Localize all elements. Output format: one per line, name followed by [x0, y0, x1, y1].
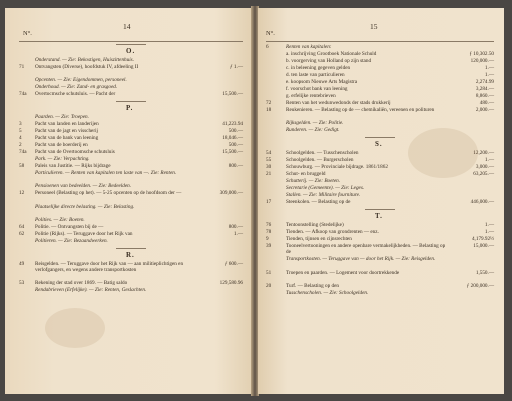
- section-letter: R.: [126, 250, 135, 259]
- section-rule: [116, 44, 146, 45]
- entry-number: 9: [266, 236, 269, 243]
- entry-text: Polities. — Zie: Boeten.: [35, 216, 85, 223]
- page-number: 15: [370, 22, 378, 31]
- entry-amount: 1.—: [484, 157, 494, 164]
- entry-number: 76: [266, 222, 272, 229]
- entry-text: Tienden, tijnsen en cijnsrechten: [286, 236, 352, 243]
- entry-text: Ontvangsten (Diverse), hoofdstuk IV, afdeeling II: [35, 64, 139, 70]
- entry-text: a. inschrijving Grootboek Nationale Schuld: [286, 51, 377, 57]
- entry-amount: 480.—: [479, 100, 494, 106]
- entry-text: Overtocmsche schutsluis. — Pacht der: [35, 91, 116, 98]
- entry-number: 49: [19, 260, 25, 267]
- entry-amount: 120,000.—: [470, 58, 494, 64]
- entry-number: 71: [19, 64, 25, 70]
- entry-text: d. ten laste van particulieren: [286, 72, 345, 78]
- entry-number: 2: [19, 142, 22, 149]
- entry-text: Tentoonstelling (Stedelijke): [286, 222, 344, 229]
- entry-text: Onderhoud. — Zie: Zand- en grasgoed.: [35, 84, 118, 91]
- entry-number: 39: [266, 243, 272, 250]
- section-rule: [116, 101, 146, 102]
- entry-text: Politie (Rijks). — Teruggave door het Rijk van: [35, 230, 133, 237]
- entry-text: Park. — Zie: Verpachting.: [35, 156, 90, 163]
- entry-number: 72: [266, 100, 272, 106]
- entry-amount: 15,000.—: [473, 243, 494, 250]
- entry-text: Renten van het wedunwedonds der stads drukkerij: [286, 100, 391, 106]
- entry-amount: 3,000.—: [475, 164, 494, 171]
- entry-number: 5: [19, 128, 22, 135]
- entry-number: 18: [266, 107, 272, 113]
- entry-number: 62: [19, 230, 25, 237]
- entry-amount: 3,284.—: [475, 86, 494, 92]
- page-number: 14: [123, 22, 131, 31]
- header-rule: [266, 41, 494, 42]
- entry-text: Pensioenen van bedeelden. — Zie: Bedeelden.: [35, 183, 132, 190]
- entry-text: Runderen. — Zie: Gedigt.: [286, 127, 340, 134]
- entry-number: 30: [266, 164, 272, 171]
- entry-number: 74a: [19, 149, 27, 156]
- section-letter: O.: [126, 47, 136, 55]
- entry-text: Paleis van Justitie. — Rijks bijdrage: [35, 163, 111, 170]
- entry-amount: 1.—: [233, 230, 243, 237]
- entry-text: Stallen. — Zie: Militaire fourniture.: [286, 192, 361, 199]
- section-letter: S.: [375, 140, 383, 149]
- entry-amount: 12,200.—: [473, 150, 494, 157]
- entry-number: 54: [266, 150, 272, 157]
- entry-text: Onderstand. — Zie: Bekostigen, Huiszittenhuis.: [35, 57, 134, 63]
- entry-number: 74a: [19, 91, 27, 98]
- entry-amount: 41,223.94: [222, 121, 243, 128]
- entry-amount: 1.—: [484, 72, 494, 78]
- entry-number: 78: [266, 229, 272, 236]
- entry-text: Rendabrieven (Erfelijke). — Zie: Renten, Geslachten.: [35, 287, 147, 294]
- section-letter: T.: [375, 212, 383, 221]
- right-page: [258, 8, 504, 394]
- number-column-label: N°.: [266, 30, 275, 37]
- entry-text: Particulieren. — Renten van kapitalen ten laste van —. Zie: Renten.: [35, 170, 177, 177]
- entry-number: 51: [266, 269, 272, 276]
- number-column-label: N°.: [23, 30, 32, 37]
- entry-number: 3: [19, 121, 22, 128]
- entry-number: 64: [19, 223, 25, 230]
- entry-text: Steenkolen. — Belasting op de: [286, 199, 351, 206]
- entry-text: Pacht van de Overtoomsche schutsluis: [35, 149, 115, 156]
- entry-text: Pacht van de boerderij en: [35, 142, 88, 149]
- entry-amount: 1.—: [484, 222, 494, 229]
- entry-amount: 15,500.—: [222, 91, 243, 98]
- entry-number: 21: [266, 171, 272, 178]
- entry-text: Paarden. — Zie: Troepen.: [35, 114, 89, 121]
- entry-amount: 800.—: [228, 163, 243, 170]
- entry-text: Plaatselijke directe belasting. — Zie: Belasting.: [35, 203, 135, 210]
- entry-text: Troepen en paarden. — Logement voor doortrekkende: [286, 269, 400, 276]
- entry-text: b. voorgerving van Holland op zijn stand: [286, 58, 372, 64]
- entry-text: Schoolgelden. — Burgerscholen: [286, 157, 354, 164]
- entry-amount: 1,550.—: [475, 269, 494, 276]
- entry-amount: 2,000.—: [475, 107, 494, 113]
- entry-text: Schutterij. — Zie: Boeten.: [286, 178, 341, 185]
- entry-amount: 18,046.—: [222, 135, 243, 142]
- entry-amount: 309,000.—: [219, 190, 243, 197]
- section-rule: [365, 137, 395, 138]
- entry-text: Pacht van landen en landerijen: [35, 121, 99, 128]
- entry-text: Secretarie (Gemeente). — Zie: Leges.: [286, 185, 365, 192]
- entry-text: Renten van kapitalen:: [286, 44, 332, 50]
- section-letter: P.: [126, 104, 134, 113]
- entry-amount: 500.—: [228, 142, 243, 149]
- entry-text: f. voorschot bank van leening: [286, 86, 348, 92]
- entry-amount: ƒ 1.—: [230, 64, 243, 70]
- entry-text: Rekening der stad over 1869. — Batig saldo: [35, 280, 128, 287]
- entry-amount: 129,580.96: [219, 280, 243, 287]
- entry-number: 58: [19, 163, 25, 170]
- entry-amount: 63,205.—: [473, 171, 494, 178]
- entry-amount: 1.—: [484, 229, 494, 236]
- entry-text: Reukenieren. — Belasting op de — chemikaliën, vereenen en polituren: [286, 107, 435, 113]
- entry-text: Turf. — Belasting op den: [286, 282, 339, 289]
- entry-text: Tooneelvertooningen en andere openbare vermakelijkheden. — Belasting op de: [286, 243, 446, 256]
- entry-amount: 2,274.99: [475, 79, 494, 85]
- entry-number: 12: [19, 190, 25, 197]
- entry-text: g. erfelijke rentebrieven: [286, 93, 336, 99]
- entry-text: Schoolgelden. — Tusschenscholen: [286, 150, 359, 157]
- entry-amount: ƒ 200,000.—: [466, 282, 494, 289]
- entry-amount: 446,000.—: [470, 199, 494, 206]
- entry-text: Schouwburg. — Provinciale bijdrage. 1861/1862: [286, 164, 388, 171]
- entry-amount: 8,860.—: [475, 93, 494, 99]
- entry-text: Tienden. — Afkoop van grondrenten — enz.: [286, 229, 379, 236]
- section-rule: [365, 209, 395, 210]
- entry-number: 20: [266, 282, 272, 289]
- entry-text: Politie. — Ontvangsten bij de —: [35, 223, 104, 230]
- entry-number: 55: [266, 157, 272, 164]
- entry-text: Politieren. — Zie: Bezaandwerken.: [35, 237, 108, 244]
- entry-text: Reisgelden. — Teruggave door het Rijk van — aan militieplichtigen en verlofgangers, en wegens andere transportkosten: [35, 260, 184, 273]
- entry-number: 53: [19, 280, 25, 287]
- entry-number: 17: [266, 199, 272, 206]
- entry-amount: 800.—: [228, 223, 243, 230]
- entry-text: c. in beleening gegeven gelden: [286, 65, 351, 71]
- entry-number: 6: [266, 44, 269, 50]
- header-rule: [19, 41, 243, 42]
- entry-text: Personeel (Belasting op het). — 5-25 opcenten op de hoofdsom der —: [35, 190, 182, 197]
- entry-text: Tusschenscholen. — Zie: Schoolgelden.: [286, 289, 369, 296]
- entry-text: Pacht van de bank van leening: [35, 135, 99, 142]
- entry-text: Pacht van de jagt en visscherij: [35, 128, 98, 135]
- entry-text: Opcenten. — Zie: Eigendommen, personeel.: [35, 77, 127, 84]
- entry-text: Rijksgelden. — Zie: Politie.: [286, 120, 344, 127]
- section-rule: [116, 248, 146, 249]
- entry-amount: 1.—: [484, 65, 494, 71]
- entry-amount: 15,500.—: [222, 149, 243, 156]
- entry-text: e. koopsom Nieuwe Arts Magistra: [286, 79, 358, 85]
- entry-text: Schut- en bruggeld: [286, 171, 326, 178]
- left-page: [5, 8, 252, 394]
- entry-amount: ƒ 600.—: [224, 260, 243, 267]
- entry-amount: 4,179.92½: [471, 236, 494, 243]
- entry-number: 4: [19, 135, 22, 142]
- entry-amount: 500.—: [228, 128, 243, 135]
- entry-amount: ƒ 10,302.50: [469, 51, 494, 57]
- entry-text: Transportkosten. — Teruggave van — door het Rijk. — Zie: Reisgelden.: [286, 256, 436, 263]
